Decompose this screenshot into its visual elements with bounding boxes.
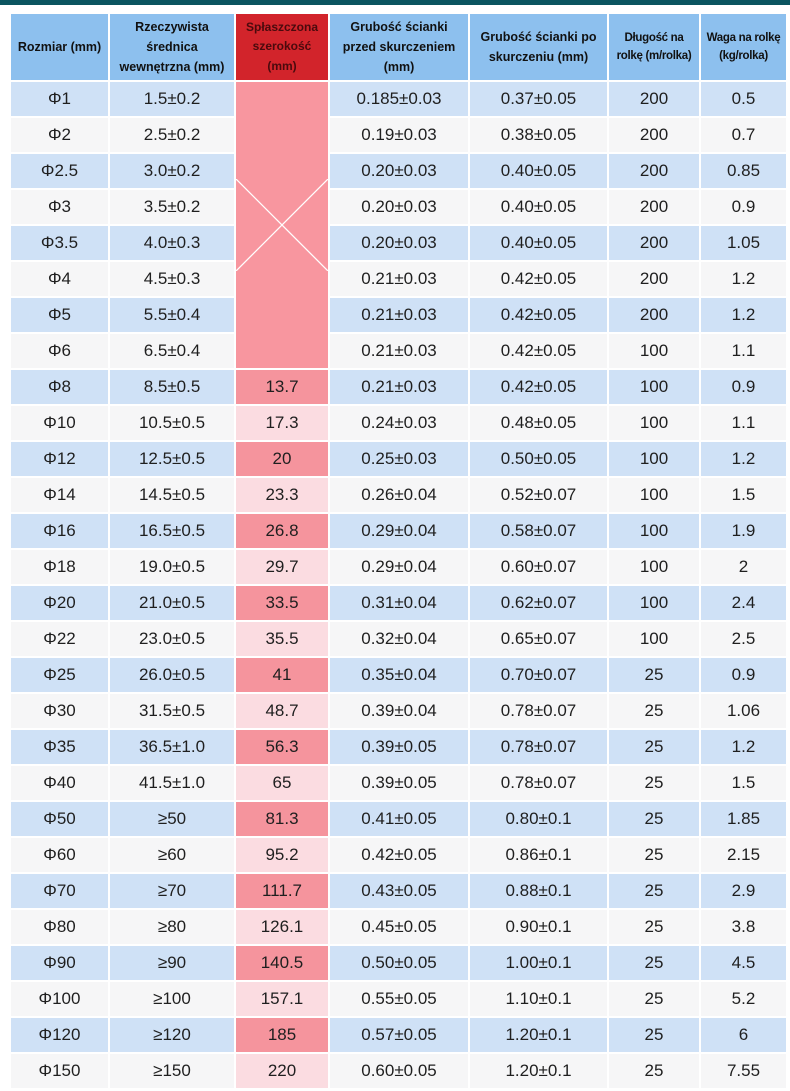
- cell-wall-after: 0.65±0.07: [470, 622, 607, 656]
- table-row: [11, 334, 786, 368]
- table-row: [11, 550, 786, 584]
- cell-length-per-roll: 200: [609, 262, 699, 296]
- cell-wall-after: 1.10±0.1: [470, 982, 607, 1016]
- cell-flattened-width: 140.5: [236, 946, 328, 980]
- cell-wall-after: 0.40±0.05: [470, 190, 607, 224]
- table-row: [11, 442, 786, 476]
- cell-weight-per-roll: 1.2: [701, 442, 786, 476]
- table-row: [11, 586, 786, 620]
- cell-wall-before: 0.45±0.05: [330, 910, 468, 944]
- cell-length-per-roll: 25: [609, 730, 699, 764]
- cell-wall-after: 0.78±0.07: [470, 694, 607, 728]
- cell-weight-per-roll: 4.5: [701, 946, 786, 980]
- cell-wall-after: 0.86±0.1: [470, 838, 607, 872]
- cell-size: Φ40: [11, 766, 108, 800]
- cell-size: Φ12: [11, 442, 108, 476]
- cell-inner-diameter: 41.5±1.0: [110, 766, 234, 800]
- cell-weight-per-roll: 0.9: [701, 370, 786, 404]
- cell-length-per-roll: 25: [609, 910, 699, 944]
- cell-weight-per-roll: 1.5: [701, 478, 786, 512]
- header-size: Rozmiar (mm): [11, 14, 108, 80]
- cell-weight-per-roll: 0.9: [701, 658, 786, 692]
- cell-inner-diameter: 36.5±1.0: [110, 730, 234, 764]
- cell-size: Φ3: [11, 190, 108, 224]
- cell-wall-after: 0.38±0.05: [470, 118, 607, 152]
- cell-wall-before: 0.42±0.05: [330, 838, 468, 872]
- table-row: [11, 478, 786, 512]
- cell-inner-diameter: 16.5±0.5: [110, 514, 234, 548]
- table-row: [11, 1018, 786, 1052]
- cell-length-per-roll: 100: [609, 514, 699, 548]
- cell-weight-per-roll: 0.7: [701, 118, 786, 152]
- cell-flattened-width: 41: [236, 658, 328, 692]
- cell-size: Φ30: [11, 694, 108, 728]
- table-row: [11, 838, 786, 872]
- cell-wall-before: 0.185±0.03: [330, 82, 468, 116]
- cell-wall-before: 0.39±0.05: [330, 730, 468, 764]
- cell-weight-per-roll: 1.5: [701, 766, 786, 800]
- cell-size: Φ80: [11, 910, 108, 944]
- cell-wall-before: 0.20±0.03: [330, 154, 468, 188]
- cell-flattened-width: 126.1: [236, 910, 328, 944]
- cell-inner-diameter: 23.0±0.5: [110, 622, 234, 656]
- cell-flattened-width: 220: [236, 1054, 328, 1088]
- cell-wall-after: 0.40±0.05: [470, 226, 607, 260]
- cell-wall-before: 0.21±0.03: [330, 370, 468, 404]
- cell-wall-after: 0.52±0.07: [470, 478, 607, 512]
- table-row: [11, 766, 786, 800]
- cell-wall-before: 0.21±0.03: [330, 298, 468, 332]
- table-row: [11, 118, 786, 152]
- table-row: [11, 874, 786, 908]
- cell-weight-per-roll: 2.9: [701, 874, 786, 908]
- cell-weight-per-roll: 6: [701, 1018, 786, 1052]
- cell-length-per-roll: 25: [609, 838, 699, 872]
- cell-flattened-width: 20: [236, 442, 328, 476]
- cell-weight-per-roll: 1.05: [701, 226, 786, 260]
- table-row: [11, 514, 786, 548]
- cell-flattened-width: 35.5: [236, 622, 328, 656]
- cell-wall-after: 1.20±0.1: [470, 1018, 607, 1052]
- cell-length-per-roll: 100: [609, 406, 699, 440]
- cell-weight-per-roll: 1.06: [701, 694, 786, 728]
- cell-flattened-width: 65: [236, 766, 328, 800]
- table-row: [11, 82, 786, 116]
- cell-length-per-roll: 25: [609, 1054, 699, 1088]
- cell-wall-after: 0.90±0.1: [470, 910, 607, 944]
- cell-weight-per-roll: 0.9: [701, 190, 786, 224]
- table-row: [11, 622, 786, 656]
- cell-inner-diameter: 21.0±0.5: [110, 586, 234, 620]
- cell-length-per-roll: 25: [609, 946, 699, 980]
- cell-wall-before: 0.19±0.03: [330, 118, 468, 152]
- cell-size: Φ35: [11, 730, 108, 764]
- cell-size: Φ8: [11, 370, 108, 404]
- cell-wall-after: 0.42±0.05: [470, 334, 607, 368]
- cell-size: Φ60: [11, 838, 108, 872]
- cell-weight-per-roll: 1.2: [701, 298, 786, 332]
- cell-flattened-width: 48.7: [236, 694, 328, 728]
- cell-inner-diameter: 2.5±0.2: [110, 118, 234, 152]
- cell-flattened-width: 111.7: [236, 874, 328, 908]
- cell-length-per-roll: 25: [609, 982, 699, 1016]
- cell-wall-after: 0.40±0.05: [470, 154, 607, 188]
- cell-inner-diameter: ≥120: [110, 1018, 234, 1052]
- header-inner-diameter: Rzeczywista średnica wewnętrzna (mm): [110, 14, 234, 80]
- cell-length-per-roll: 25: [609, 766, 699, 800]
- cell-size: Φ50: [11, 802, 108, 836]
- cell-size: Φ100: [11, 982, 108, 1016]
- cell-flattened-width: 33.5: [236, 586, 328, 620]
- cell-inner-diameter: ≥50: [110, 802, 234, 836]
- cell-wall-after: 0.78±0.07: [470, 766, 607, 800]
- cell-wall-before: 0.41±0.05: [330, 802, 468, 836]
- cell-wall-before: 0.29±0.04: [330, 550, 468, 584]
- cell-wall-before: 0.39±0.05: [330, 766, 468, 800]
- cell-wall-after: 0.37±0.05: [470, 82, 607, 116]
- cell-wall-after: 0.42±0.05: [470, 262, 607, 296]
- top-divider-line: [0, 0, 790, 5]
- cell-length-per-roll: 100: [609, 550, 699, 584]
- cell-wall-after: 0.42±0.05: [470, 370, 607, 404]
- spec-table-body: [11, 82, 786, 1088]
- cell-inner-diameter: ≥70: [110, 874, 234, 908]
- cell-length-per-roll: 25: [609, 658, 699, 692]
- cell-weight-per-roll: 2.5: [701, 622, 786, 656]
- cell-wall-after: 0.60±0.07: [470, 550, 607, 584]
- cell-flattened-width: 95.2: [236, 838, 328, 872]
- cell-length-per-roll: 200: [609, 82, 699, 116]
- cell-weight-per-roll: 1.1: [701, 334, 786, 368]
- cell-flattened-width: 29.7: [236, 550, 328, 584]
- cell-inner-diameter: 4.0±0.3: [110, 226, 234, 260]
- table-row: [11, 946, 786, 980]
- cell-size: Φ6: [11, 334, 108, 368]
- cell-wall-after: 0.62±0.07: [470, 586, 607, 620]
- cell-size: Φ14: [11, 478, 108, 512]
- cell-wall-after: 0.58±0.07: [470, 514, 607, 548]
- cell-flattened-width: 23.3: [236, 478, 328, 512]
- cell-wall-after: 0.80±0.1: [470, 802, 607, 836]
- cell-size: Φ1: [11, 82, 108, 116]
- cell-inner-diameter: ≥150: [110, 1054, 234, 1088]
- cell-weight-per-roll: 5.2: [701, 982, 786, 1016]
- cell-wall-after: 1.00±0.1: [470, 946, 607, 980]
- cell-length-per-roll: 100: [609, 370, 699, 404]
- cell-wall-before: 0.39±0.04: [330, 694, 468, 728]
- cell-wall-before: 0.20±0.03: [330, 190, 468, 224]
- header-wall-before: Grubość ścianki przed skurczeniem (mm): [330, 14, 468, 80]
- cell-wall-before: 0.50±0.05: [330, 946, 468, 980]
- cell-inner-diameter: 31.5±0.5: [110, 694, 234, 728]
- cell-wall-before: 0.43±0.05: [330, 874, 468, 908]
- cell-size: Φ20: [11, 586, 108, 620]
- cell-length-per-roll: 25: [609, 874, 699, 908]
- cell-inner-diameter: 5.5±0.4: [110, 298, 234, 332]
- cell-wall-before: 0.55±0.05: [330, 982, 468, 1016]
- cell-wall-after: 0.50±0.05: [470, 442, 607, 476]
- cell-inner-diameter: 10.5±0.5: [110, 406, 234, 440]
- cell-length-per-roll: 200: [609, 190, 699, 224]
- cell-wall-before: 0.20±0.03: [330, 226, 468, 260]
- header-row: [11, 14, 786, 80]
- cell-size: Φ150: [11, 1054, 108, 1088]
- cell-length-per-roll: 100: [609, 442, 699, 476]
- table-row: [11, 982, 786, 1016]
- cell-weight-per-roll: 1.2: [701, 262, 786, 296]
- table-row: [11, 298, 786, 332]
- spec-table: [9, 12, 788, 1090]
- cell-length-per-roll: 100: [609, 622, 699, 656]
- header-weight-per-roll: Waga na rolkę (kg/rolka): [701, 14, 786, 80]
- cell-wall-before: 0.57±0.05: [330, 1018, 468, 1052]
- cell-weight-per-roll: 1.85: [701, 802, 786, 836]
- table-row: [11, 154, 786, 188]
- cell-size: Φ10: [11, 406, 108, 440]
- table-row: [11, 910, 786, 944]
- cell-flattened-width: 26.8: [236, 514, 328, 548]
- cell-wall-before: 0.25±0.03: [330, 442, 468, 476]
- cell-length-per-roll: 100: [609, 586, 699, 620]
- table-row: [11, 262, 786, 296]
- cell-weight-per-roll: 2.15: [701, 838, 786, 872]
- cell-size: Φ4: [11, 262, 108, 296]
- cell-size: Φ2.5: [11, 154, 108, 188]
- cell-inner-diameter: ≥80: [110, 910, 234, 944]
- cell-flattened-width: 17.3: [236, 406, 328, 440]
- cell-inner-diameter: 14.5±0.5: [110, 478, 234, 512]
- cell-inner-diameter: 4.5±0.3: [110, 262, 234, 296]
- cell-wall-after: 0.42±0.05: [470, 298, 607, 332]
- cell-wall-after: 0.88±0.1: [470, 874, 607, 908]
- cell-wall-after: 0.70±0.07: [470, 658, 607, 692]
- header-length-per-roll: Długość na rolkę (m/rolka): [609, 14, 699, 80]
- cell-wall-before: 0.60±0.05: [330, 1054, 468, 1088]
- cell-weight-per-roll: 1.1: [701, 406, 786, 440]
- table-row: [11, 406, 786, 440]
- cell-inner-diameter: 3.5±0.2: [110, 190, 234, 224]
- cell-wall-before: 0.26±0.04: [330, 478, 468, 512]
- cell-inner-diameter: 19.0±0.5: [110, 550, 234, 584]
- table-row: [11, 730, 786, 764]
- cell-size: Φ16: [11, 514, 108, 548]
- table-row: [11, 658, 786, 692]
- cell-inner-diameter: 6.5±0.4: [110, 334, 234, 368]
- cell-flattened-width: 185: [236, 1018, 328, 1052]
- cell-wall-before: 0.31±0.04: [330, 586, 468, 620]
- cell-inner-diameter: 12.5±0.5: [110, 442, 234, 476]
- cell-inner-diameter: ≥90: [110, 946, 234, 980]
- cell-size: Φ70: [11, 874, 108, 908]
- cell-length-per-roll: 25: [609, 1018, 699, 1052]
- cell-wall-before: 0.21±0.03: [330, 334, 468, 368]
- cell-size: Φ3.5: [11, 226, 108, 260]
- cell-inner-diameter: 1.5±0.2: [110, 82, 234, 116]
- cell-inner-diameter: 26.0±0.5: [110, 658, 234, 692]
- cell-length-per-roll: 200: [609, 298, 699, 332]
- table-row: [11, 694, 786, 728]
- cell-weight-per-roll: 7.55: [701, 1054, 786, 1088]
- cell-size: Φ5: [11, 298, 108, 332]
- table-row: [11, 190, 786, 224]
- cell-flattened-width: 81.3: [236, 802, 328, 836]
- cell-size: Φ90: [11, 946, 108, 980]
- crossed-out-icon: [236, 179, 328, 271]
- cell-inner-diameter: 3.0±0.2: [110, 154, 234, 188]
- cell-length-per-roll: 100: [609, 478, 699, 512]
- cell-wall-before: 0.21±0.03: [330, 262, 468, 296]
- cell-size: Φ120: [11, 1018, 108, 1052]
- header-flattened-width: Spłaszczona szerokość (mm): [236, 14, 328, 80]
- cell-length-per-roll: 200: [609, 154, 699, 188]
- flattened-width-merged-na-cell: [236, 82, 328, 368]
- cell-length-per-roll: 25: [609, 802, 699, 836]
- cell-wall-after: 0.78±0.07: [470, 730, 607, 764]
- cell-weight-per-roll: 0.85: [701, 154, 786, 188]
- cell-wall-before: 0.29±0.04: [330, 514, 468, 548]
- cell-inner-diameter: ≥100: [110, 982, 234, 1016]
- cell-wall-before: 0.24±0.03: [330, 406, 468, 440]
- cell-length-per-roll: 100: [609, 334, 699, 368]
- cell-weight-per-roll: 2: [701, 550, 786, 584]
- cell-size: Φ2: [11, 118, 108, 152]
- cell-weight-per-roll: 1.2: [701, 730, 786, 764]
- table-row: [11, 1054, 786, 1088]
- cell-wall-before: 0.35±0.04: [330, 658, 468, 692]
- cell-wall-after: 1.20±0.1: [470, 1054, 607, 1088]
- cell-wall-before: 0.32±0.04: [330, 622, 468, 656]
- cell-weight-per-roll: 3.8: [701, 910, 786, 944]
- table-row: [11, 802, 786, 836]
- cell-weight-per-roll: 2.4: [701, 586, 786, 620]
- cell-size: Φ22: [11, 622, 108, 656]
- header-wall-after: Grubość ścianki po skurczeniu (mm): [470, 14, 607, 80]
- cell-wall-after: 0.48±0.05: [470, 406, 607, 440]
- cell-size: Φ18: [11, 550, 108, 584]
- cell-length-per-roll: 25: [609, 694, 699, 728]
- cell-length-per-roll: 200: [609, 226, 699, 260]
- cell-length-per-roll: 200: [609, 118, 699, 152]
- table-row: [11, 370, 786, 404]
- cell-size: Φ25: [11, 658, 108, 692]
- cell-inner-diameter: ≥60: [110, 838, 234, 872]
- cell-flattened-width: 13.7: [236, 370, 328, 404]
- cell-weight-per-roll: 0.5: [701, 82, 786, 116]
- cell-flattened-width: 157.1: [236, 982, 328, 1016]
- cell-flattened-width: 56.3: [236, 730, 328, 764]
- table-row: [11, 226, 786, 260]
- cell-inner-diameter: 8.5±0.5: [110, 370, 234, 404]
- cell-weight-per-roll: 1.9: [701, 514, 786, 548]
